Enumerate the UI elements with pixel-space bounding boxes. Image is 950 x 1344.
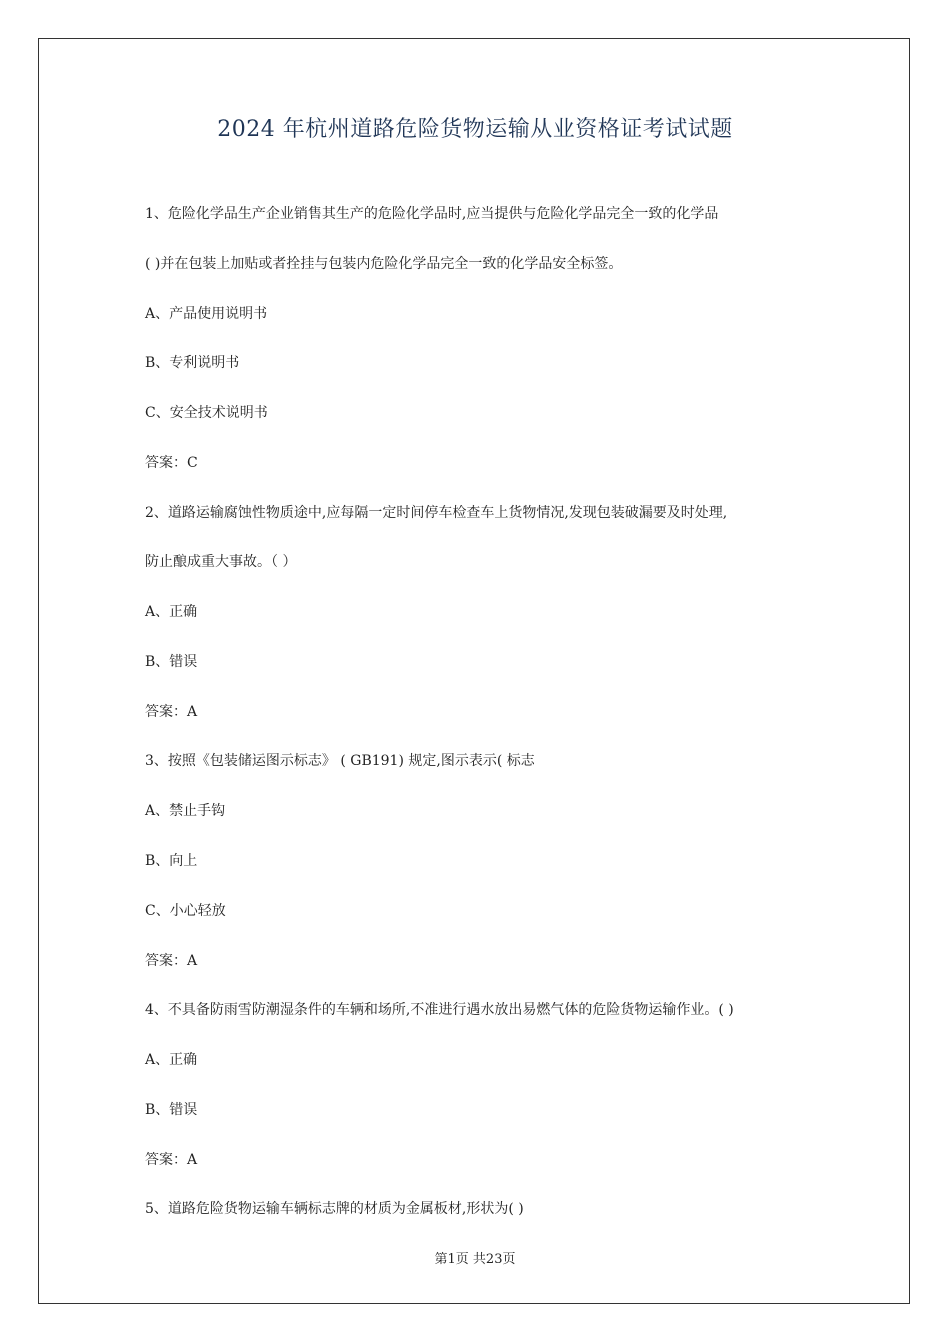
question-2-answer: 答案：A <box>145 704 198 720</box>
question-2-option-b: B、错误 <box>145 654 198 670</box>
question-1-option-a: A、产品使用说明书 <box>145 306 268 322</box>
document-title: 2024 年杭州道路危险货物运输从业资格证考试试题 <box>217 117 733 142</box>
question-2-stem-line-1: 2、道路运输腐蚀性物质途中,应每隔一定时间停车检查车上货物情况,发现包装破漏要及时处理, <box>145 505 728 521</box>
question-4-answer: 答案：A <box>145 1152 198 1168</box>
question-3-stem-line-1: 3、按照《包装储运图示标志》 ( GB191) 规定,图示表示( 标志 <box>145 753 535 769</box>
question-1-option-c: C、安全技术说明书 <box>145 405 268 421</box>
question-5-stem-line-1: 5、道路危险货物运输车辆标志牌的材质为金属板材,形状为( ) <box>145 1201 524 1217</box>
question-1-stem-line-1: 1、危险化学品生产企业销售其生产的危险化学品时,应当提供与危险化学品完全一致的化学品 <box>145 206 719 222</box>
question-3-option-c: C、小心轻放 <box>145 903 226 919</box>
question-1-answer: 答案：C <box>145 455 198 471</box>
question-2-stem-line-2: 防止酿成重大事故。（ ） <box>145 554 297 570</box>
question-3-option-a: A、禁止手钩 <box>145 803 226 819</box>
question-4-option-b: B、错误 <box>145 1102 198 1118</box>
question-3-option-b: B、向上 <box>145 853 198 869</box>
question-1-stem-line-2: ( )并在包装上加贴或者拴挂与包装内危险化学品完全一致的化学品安全标签。 <box>145 256 623 272</box>
question-4-option-a: A、正确 <box>145 1052 198 1068</box>
question-2-option-a: A、正确 <box>145 604 198 620</box>
question-3-answer: 答案：A <box>145 953 198 969</box>
question-4-stem-line-1: 4、不具备防雨雪防潮湿条件的车辆和场所,不准进行遇水放出易燃气体的危险货物运输作业。( ) <box>145 1002 734 1018</box>
question-1-option-b: B、专利说明书 <box>145 355 240 371</box>
page-footer: 第1页 共23页 <box>434 1252 516 1267</box>
